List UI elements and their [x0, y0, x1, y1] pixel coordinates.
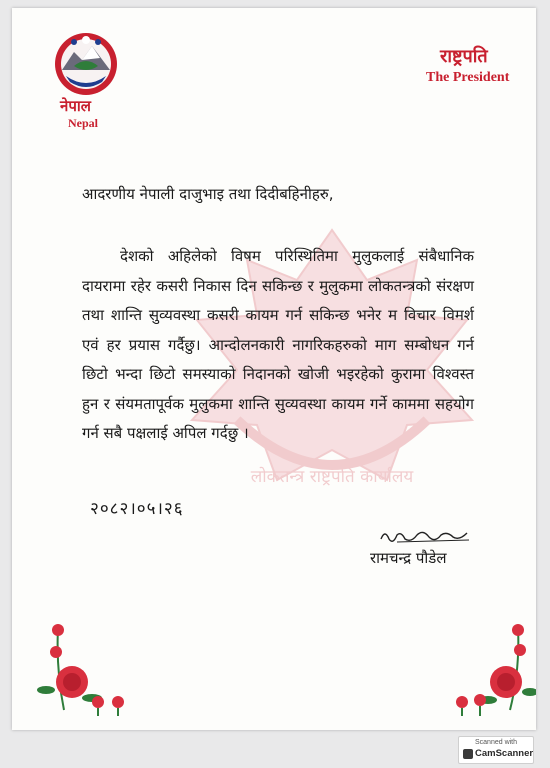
- letter-date: २०८२।०५।२६: [90, 499, 184, 519]
- office-title-english: The President: [426, 70, 510, 85]
- signer-name: रामचन्द्र पौडेल: [370, 549, 447, 567]
- signature-image: [377, 525, 477, 547]
- camscanner-logo-icon: [463, 749, 473, 759]
- letter-page: [12, 8, 536, 730]
- watermark-text: लोकतन्त्र राष्ट्रपति कार्यालय: [250, 467, 414, 487]
- country-name-english: Nepal: [68, 116, 98, 130]
- country-name-devanagari: नेपाल: [60, 97, 91, 115]
- office-title-devanagari: राष्ट्रपति: [440, 46, 488, 67]
- rhododendron-left-icon: [34, 620, 144, 720]
- badge-caption: Scanned with: [474, 739, 518, 746]
- nepal-emblem-icon: [52, 30, 120, 98]
- letter-salutation: आदरणीय नेपाली दाजुभाइ तथा दिदीबहिनीहरु,: [82, 185, 334, 203]
- letter-body: देशको अहिलेको विषम परिस्थितिमा मुलुकलाई संबैधानिक दायरामा रहेर कसरी निकास दिन सकिन्छ र मुलुकमा लोकतन्त्रको संरक्षण तथा शान्ति सुव्यवस्था कसरी कायम गर्न सकिन्छ भनेर म विचार विमर्श एवं हर प्रयास गर्दैछु। आन्दोलनकारी नागरिकहरुको माग सम्बोधन गर्न छिटो भन्दा छिटो समस्याको निदानको खोजी भइरहेको कुरामा विश्वस्त हुन र संयमतापूर्वक मुलुकमा शान्ति सुव्यवस्था कायम गर्ने काममा सहयोग गर्न सबै पक्षलाई अपिल गर्दछु ।: [82, 247, 474, 442]
- camscanner-badge: [458, 736, 534, 764]
- rhododendron-right-icon: [440, 620, 536, 720]
- badge-brand: CamScanner: [475, 748, 534, 759]
